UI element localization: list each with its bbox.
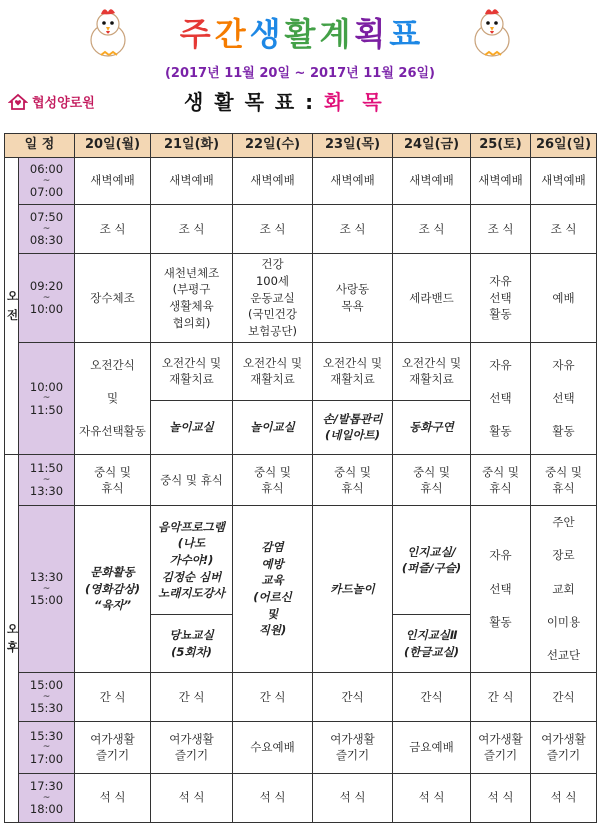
tilde: ~ xyxy=(42,742,51,753)
activity-cell: 금요예배 xyxy=(393,722,471,773)
tilde: ~ xyxy=(42,223,51,234)
activity-cell: 건강 100세 운동교실 (국민건강 보험공단) xyxy=(233,254,313,343)
activity-cell: 자유 선택 활동 xyxy=(471,506,531,672)
house-logo-icon xyxy=(8,93,28,111)
time-start: 17:30 xyxy=(29,778,64,793)
day-header: 20일(월) xyxy=(75,134,151,158)
activity-cell: 중식 및 휴식 xyxy=(233,454,313,505)
activity-cell: 중식 및 휴식 xyxy=(313,454,393,505)
time-end: 15:00 xyxy=(29,593,64,608)
time-cell xyxy=(19,204,75,253)
time-cell xyxy=(19,773,75,822)
activity-cell: 오전간식 및 재활치료 xyxy=(233,342,313,400)
time-end: 11:50 xyxy=(29,402,64,417)
activity-cell: 사랑동 목욕 xyxy=(313,254,393,343)
tilde: ~ xyxy=(42,292,51,303)
activity-cell: 자유 선택 활동 xyxy=(471,254,531,343)
tilde: ~ xyxy=(42,691,51,702)
title-char: 표 xyxy=(389,15,421,53)
tilde: ~ xyxy=(42,583,51,594)
activity-cell: 여가생활 즐기기 xyxy=(313,722,393,773)
activity-cell: 주안 장로 교회 이미용 선교단 xyxy=(531,506,597,672)
activity-cell: 세라밴드 xyxy=(393,254,471,343)
activity-cell: 석 식 xyxy=(531,773,597,822)
activity-cell: 여가생활 즐기기 xyxy=(471,722,531,773)
activity-cell: 오전간식 및 재활치료 xyxy=(393,342,471,400)
table-row xyxy=(5,204,597,253)
time-cell xyxy=(19,254,75,343)
activity-cell: 간 식 xyxy=(233,672,313,721)
activity-cell: 조 식 xyxy=(531,204,597,253)
day-header: 23일(목) xyxy=(313,134,393,158)
time-start: 13:30 xyxy=(29,570,64,585)
part-char: 전 xyxy=(7,307,19,322)
table-row xyxy=(5,454,597,505)
date-range: (2017년 11월 20일 ~ 2017년 11월 26일) xyxy=(164,66,435,81)
chicken-icon xyxy=(86,6,130,58)
activity-cell: 중식 및 휴식 xyxy=(75,454,151,505)
time-cell xyxy=(19,454,75,505)
corner-cell: 일 정 xyxy=(5,134,75,158)
activity-cell: 오전간식 및 자유선택활동 xyxy=(75,342,151,454)
time-cell xyxy=(19,722,75,773)
header xyxy=(0,0,600,122)
day-header: 24일(금) xyxy=(393,134,471,158)
activity-cell: 간 식 xyxy=(75,672,151,721)
chicken-icon xyxy=(470,6,514,58)
day-header: 25(토) xyxy=(471,134,531,158)
activity-cell: 당뇨교실 (5회차) xyxy=(151,615,233,673)
table-row xyxy=(5,672,597,721)
day-header: 21일(화) xyxy=(151,134,233,158)
table-row xyxy=(5,506,597,615)
tilde: ~ xyxy=(42,792,51,803)
page-title xyxy=(128,10,472,54)
pm-part-cell xyxy=(5,454,19,822)
table-header-row xyxy=(5,134,597,158)
table-row xyxy=(5,773,597,822)
activity-cell: 조 식 xyxy=(471,204,531,253)
activity-cell: 중식 및 휴식 xyxy=(531,454,597,505)
activity-cell: 장수체조 xyxy=(75,254,151,343)
activity-cell: 새벽예배 xyxy=(151,157,233,204)
activity-cell: 새천년체조 (부평구 생활체육 협의회) xyxy=(151,254,233,343)
activity-cell: 감염 예방 교육 (어르신 및 직원) xyxy=(233,506,313,672)
activity-cell: 놀이교실 xyxy=(233,400,313,454)
activity-cell: 카드놀이 xyxy=(313,506,393,672)
activity-cell: 새벽예배 xyxy=(75,157,151,204)
activity-cell: 석 식 xyxy=(393,773,471,822)
activity-cell: 오전간식 및 재활치료 xyxy=(151,342,233,400)
organization-name: 협성양로원 xyxy=(32,96,95,111)
title-char: 획 xyxy=(354,15,386,53)
title-char: 활 xyxy=(284,15,316,53)
tilde: ~ xyxy=(42,175,51,186)
activity-cell: 조 식 xyxy=(75,204,151,253)
activity-cell: 여가생활 즐기기 xyxy=(531,722,597,773)
tilde: ~ xyxy=(42,475,51,486)
activity-cell: 새벽예배 xyxy=(233,157,313,204)
time-end: 18:00 xyxy=(29,801,64,816)
activity-cell: 예배 xyxy=(531,254,597,343)
activity-cell: 조 식 xyxy=(313,204,393,253)
activity-cell: 자유 선택 활동 xyxy=(471,342,531,454)
activity-cell: 석 식 xyxy=(233,773,313,822)
time-start: 15:00 xyxy=(29,678,64,693)
activity-cell: 중식 및 휴식 xyxy=(151,454,233,505)
goal-label: 생 활 목 표 : xyxy=(184,90,316,114)
time-cell xyxy=(19,506,75,672)
activity-cell: 새벽예배 xyxy=(393,157,471,204)
activity-cell: 새벽예배 xyxy=(313,157,393,204)
activity-cell: 조 식 xyxy=(151,204,233,253)
activity-cell: 동화구연 xyxy=(393,400,471,454)
activity-cell: 자유 선택 활동 xyxy=(531,342,597,454)
activity-cell: 간 식 xyxy=(151,672,233,721)
part-char: 후 xyxy=(7,640,19,655)
activity-cell: 손/발톱관리 (네일아트) xyxy=(313,400,393,454)
activity-cell: 조 식 xyxy=(393,204,471,253)
day-header: 26일(일) xyxy=(531,134,597,158)
weekly-schedule-table xyxy=(4,133,597,823)
activity-cell: 중식 및 휴식 xyxy=(393,454,471,505)
part-char: 오 xyxy=(7,622,19,637)
activity-cell: 수요예배 xyxy=(233,722,313,773)
time-start: 11:50 xyxy=(29,461,64,476)
activity-cell: 인지교실/ (퍼즐/구슬) xyxy=(393,506,471,615)
time-end: 10:00 xyxy=(29,302,64,317)
activity-cell: 석 식 xyxy=(313,773,393,822)
part-char: 오 xyxy=(7,289,19,304)
table-row xyxy=(5,722,597,773)
activity-cell: 문화활동 (영화감상) “육자” xyxy=(75,506,151,672)
table-row xyxy=(5,342,597,400)
title-char: 생 xyxy=(249,15,281,53)
tilde: ~ xyxy=(42,393,51,404)
time-start: 09:20 xyxy=(29,279,64,294)
activity-cell: 여가생활 즐기기 xyxy=(75,722,151,773)
goal-value: 화 목 xyxy=(324,90,388,114)
activity-cell: 새벽예배 xyxy=(471,157,531,204)
activity-cell: 석 식 xyxy=(151,773,233,822)
activity-cell: 오전간식 및 재활치료 xyxy=(313,342,393,400)
table-row xyxy=(5,157,597,204)
time-cell xyxy=(19,157,75,204)
activity-cell: 간식 xyxy=(531,672,597,721)
time-end: 08:30 xyxy=(29,233,64,248)
activity-cell: 여가생활 즐기기 xyxy=(151,722,233,773)
activity-cell: 간식 xyxy=(313,672,393,721)
time-end: 15:30 xyxy=(29,701,64,716)
title-char: 계 xyxy=(319,15,351,53)
activity-cell: 간식 xyxy=(393,672,471,721)
time-cell xyxy=(19,342,75,454)
time-end: 07:00 xyxy=(29,184,64,199)
day-header: 22일(수) xyxy=(233,134,313,158)
activity-cell: 석 식 xyxy=(75,773,151,822)
time-end: 17:00 xyxy=(29,751,64,766)
time-end: 13:30 xyxy=(29,484,64,499)
activity-cell: 석 식 xyxy=(471,773,531,822)
life-goal xyxy=(184,86,388,115)
time-start: 10:00 xyxy=(29,379,64,394)
activity-cell: 놀이교실 xyxy=(151,400,233,454)
time-cell xyxy=(19,672,75,721)
time-start: 06:00 xyxy=(29,161,64,176)
time-start: 07:50 xyxy=(29,210,64,225)
time-start: 15:30 xyxy=(29,728,64,743)
activity-cell: 인지교실Ⅱ (한글교실) xyxy=(393,615,471,673)
table-row xyxy=(5,254,597,343)
activity-cell: 음악프로그램 (나도 가수야!) 김정순 심버 노래지도강사 xyxy=(151,506,233,615)
organization xyxy=(8,92,95,111)
activity-cell: 새벽예배 xyxy=(531,157,597,204)
am-part-cell xyxy=(5,157,19,454)
title-char: 주 xyxy=(179,15,211,53)
title-char: 간 xyxy=(214,15,246,53)
activity-cell: 조 식 xyxy=(233,204,313,253)
activity-cell: 중식 및 휴식 xyxy=(471,454,531,505)
activity-cell: 간 식 xyxy=(471,672,531,721)
